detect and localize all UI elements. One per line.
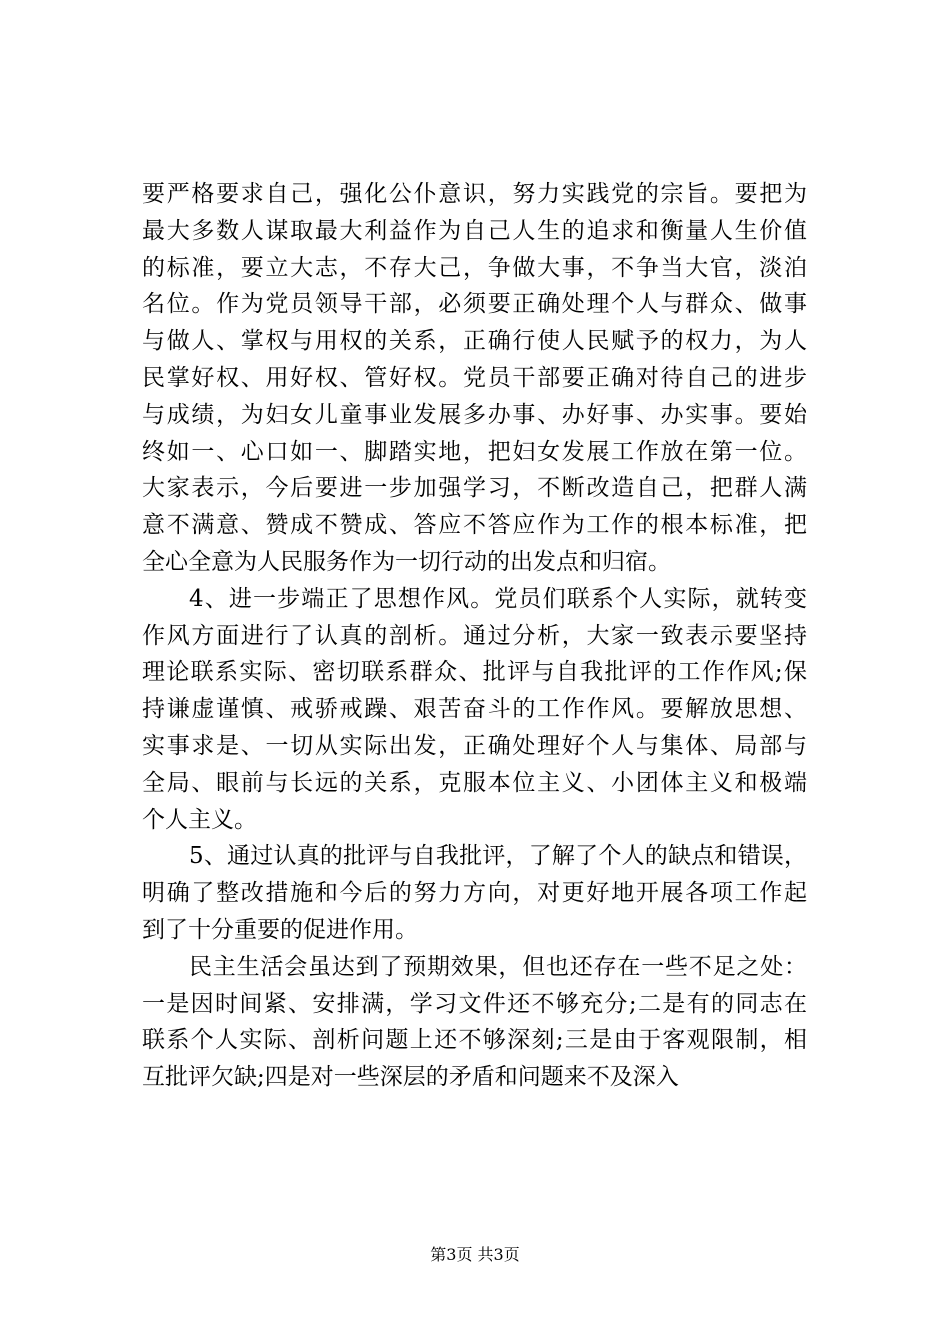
text-line: 民掌好权、用好权、管好权。党员干部要正确对待自己的进步 xyxy=(142,364,807,391)
paragraph-5-first-line: 5、通过认真的批评与自我批评，了解了个人的缺点和错误， xyxy=(189,843,807,870)
text-line: 与做人、掌权与用权的关系，正确行使人民赋予的权力，为人 xyxy=(142,328,807,355)
text-line: 理论联系实际、密切联系群众、批评与自我批评的工作作风;保 xyxy=(142,659,807,686)
text-line: 的标准，要立大志，不存大己，争做大事，不争当大官，淡泊 xyxy=(142,254,807,281)
text-line: 互批评欠缺;四是对一些深层的矛盾和问题来不及深入 xyxy=(142,1064,679,1091)
summary-paragraph-first-line: 民主生活会虽达到了预期效果，但也还存在一些不足之处： xyxy=(189,953,807,980)
text-line: 作风方面进行了认真的剖析。通过分析，大家一致表示要坚持 xyxy=(142,622,807,649)
text-line: 实事求是、一切从实际出发，正确处理好个人与集体、局部与 xyxy=(142,732,807,759)
text-line: 明确了整改措施和今后的努力方向，对更好地开展各项工作起 xyxy=(142,880,807,907)
text-line: 终如一、心口如一、脚踏实地，把妇女发展工作放在第一位。 xyxy=(142,438,807,465)
page-number-footer: 第3页 共3页 xyxy=(430,1245,520,1264)
text-line: 联系个人实际、剖析问题上还不够深刻;三是由于客观限制，相 xyxy=(142,1027,807,1054)
text-line: 与成绩，为妇女儿童事业发展多办事、办好事、办实事。要始 xyxy=(142,401,807,428)
text-line: 一是因时间紧、安排满，学习文件还不够充分;二是有的同志在 xyxy=(142,990,807,1017)
text-line: 意不满意、赞成不赞成、答应不答应作为工作的根本标准，把 xyxy=(142,512,807,539)
text-line: 全心全意为人民服务作为一切行动的出发点和归宿。 xyxy=(142,548,671,575)
paragraph-4-first-line: 4、进一步端正了思想作风。党员们联系个人实际，就转变 xyxy=(189,585,807,612)
document-body xyxy=(142,176,807,1096)
text-line: 大家表示，今后要进一步加强学习，不断改造自己，把群人满 xyxy=(142,475,807,502)
text-line: 个人主义。 xyxy=(142,806,257,833)
text-line: 要严格要求自己，强化公仆意识，努力实践党的宗旨。要把为 xyxy=(142,181,807,207)
text-line: 全局、眼前与长远的关系，克服本位主义、小团体主义和极端 xyxy=(142,769,807,796)
text-line: 最大多数人谋取最大利益作为自己人生的追求和衡量人生价值 xyxy=(142,217,807,244)
text-line: 名位。作为党员领导干部，必须要正确处理个人与群众、做事 xyxy=(142,291,807,318)
text-line: 持谦虚谨慎、戒骄戒躁、艰苦奋斗的工作作风。要解放思想、 xyxy=(142,696,807,723)
text-line: 到了十分重要的促进作用。 xyxy=(142,916,418,943)
